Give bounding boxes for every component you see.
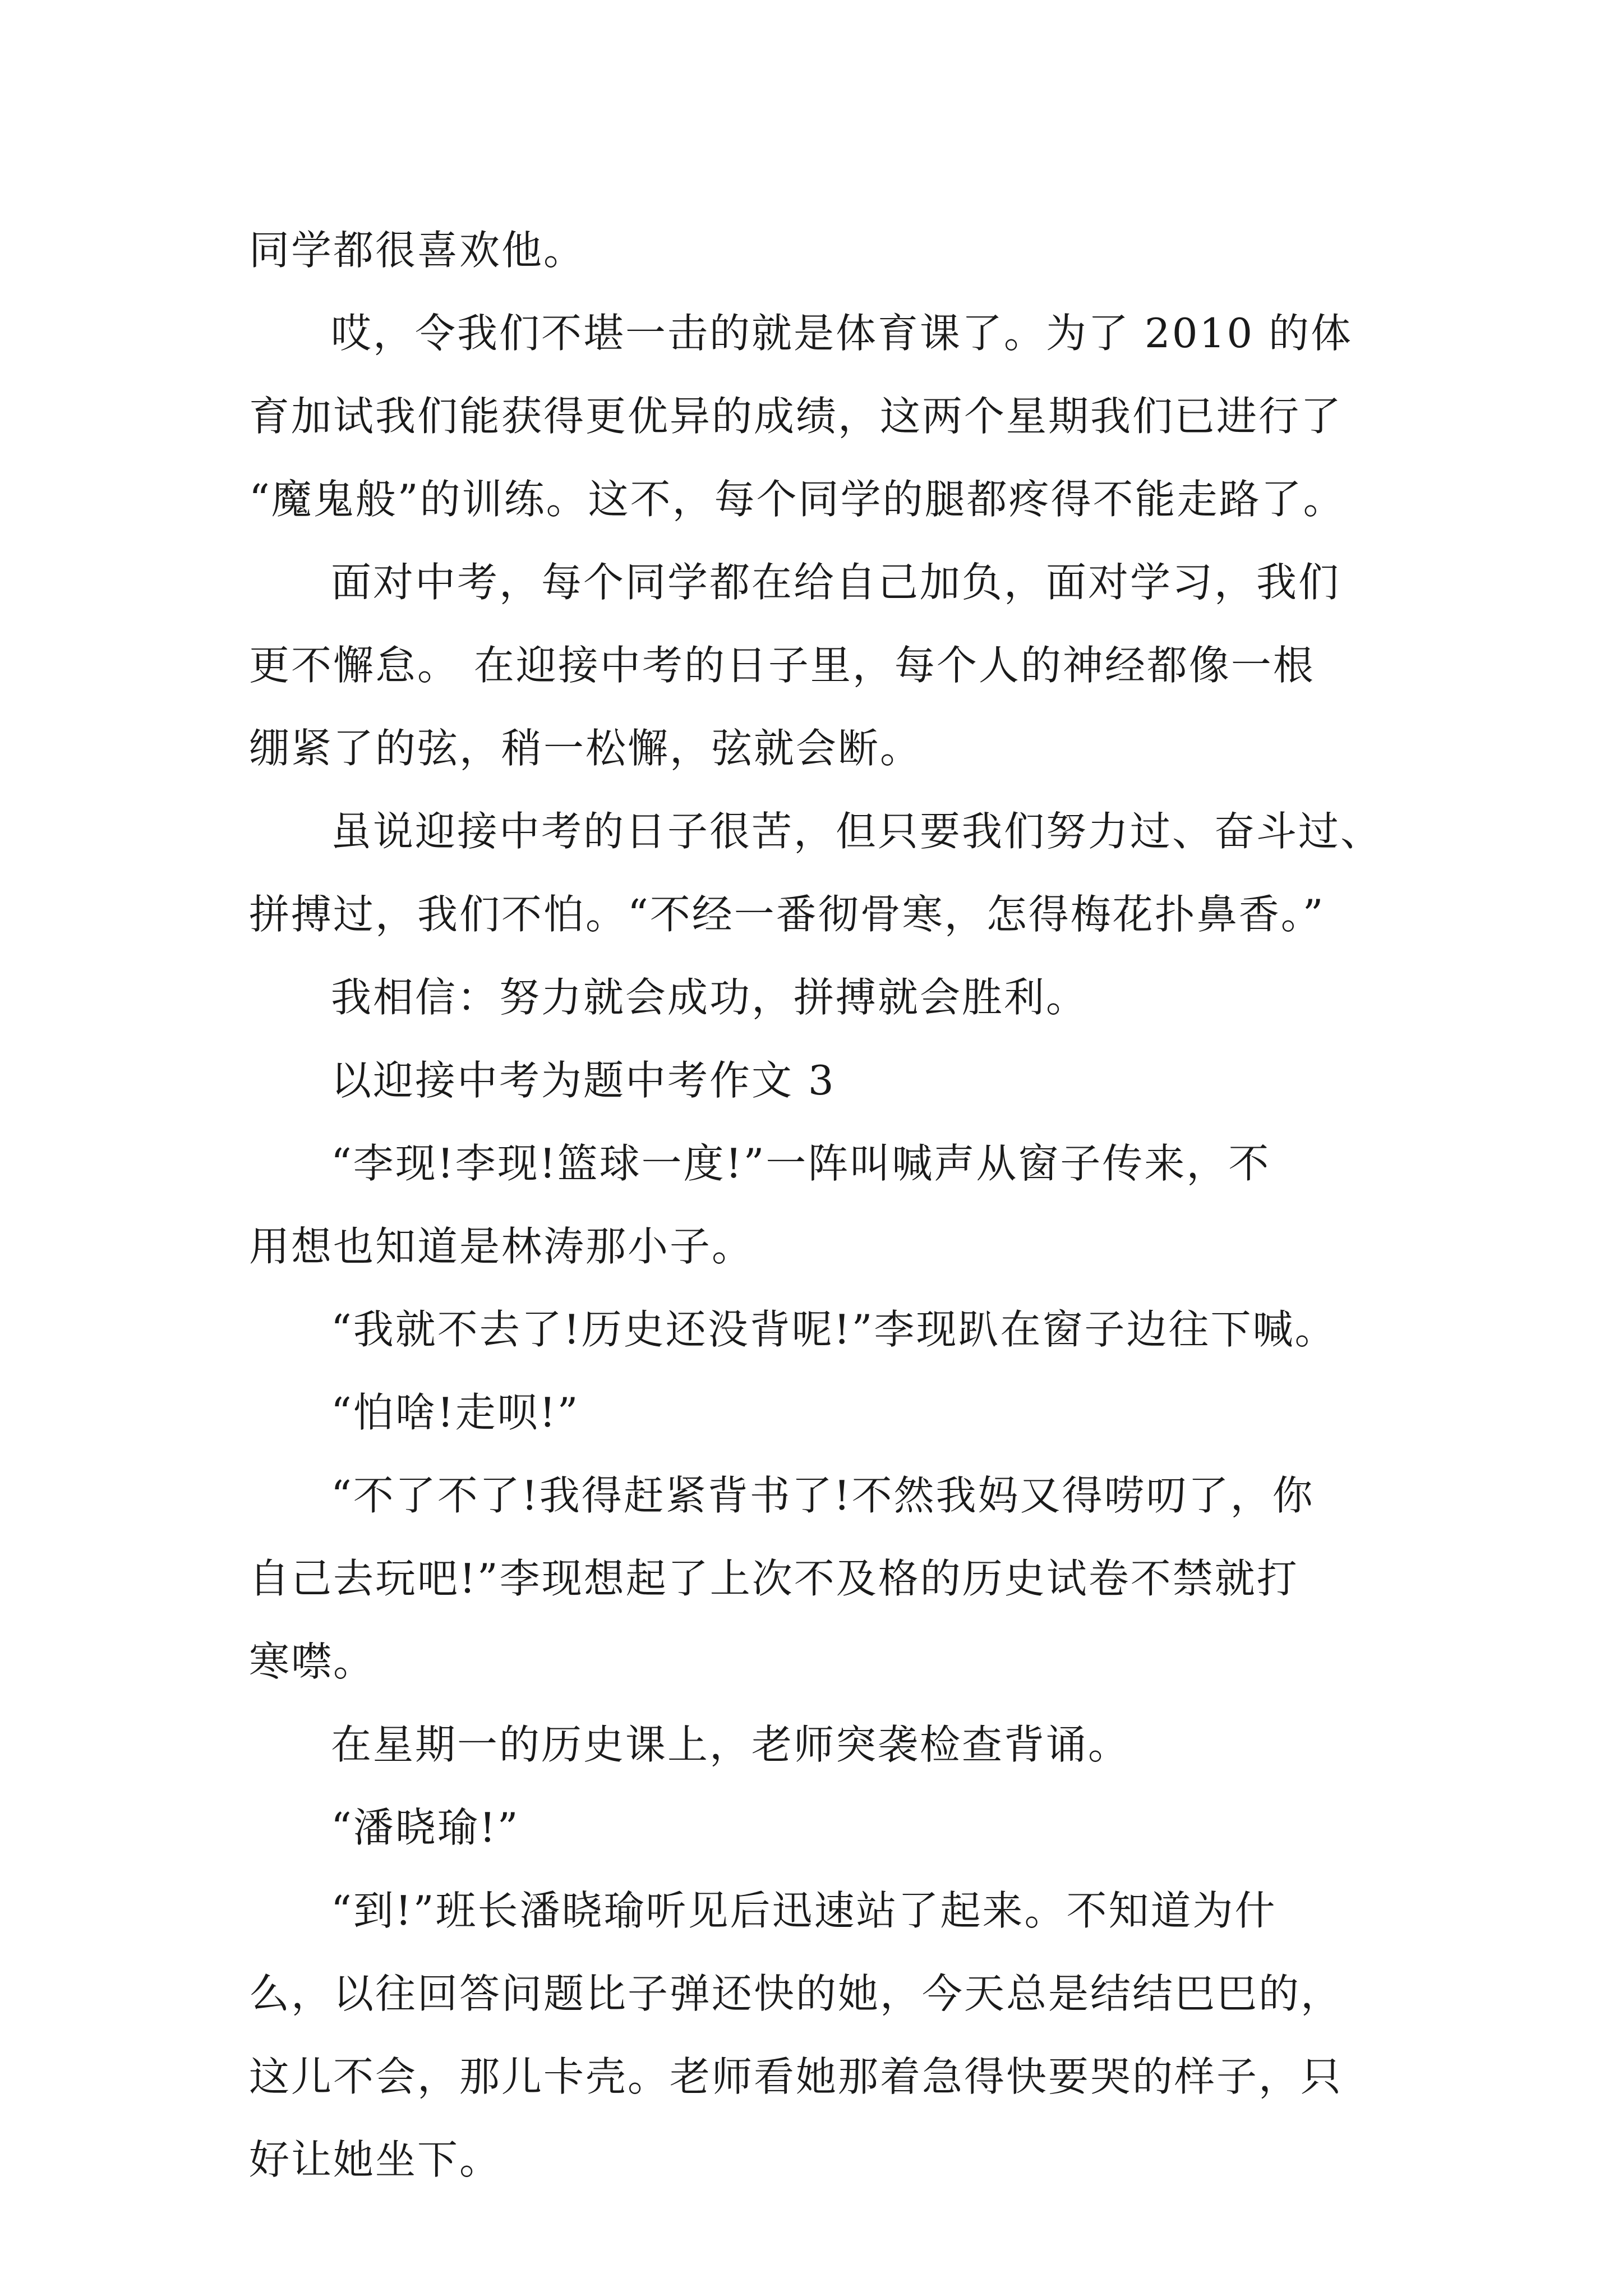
section-heading: 以迎接中考为题中考作文 3 [331, 1057, 836, 1104]
text-line: 虽说迎接中考的日子很苦，但只要我们努力过、奋斗过、 [331, 808, 1383, 855]
text-line: “李现!李现!篮球一度!”一阵叫喊声从窗子传来，不 [331, 1140, 1271, 1187]
text-line: “我就不去了!历史还没背呢!”李现趴在窗子边往下喊。 [331, 1306, 1337, 1353]
text-line: 这儿不会，那儿卡壳。老师看她那着急得快要哭的样子，只 [249, 2053, 1343, 2100]
text-line: 用想也知道是林涛那小子。 [249, 1223, 754, 1270]
text-line: “到!”班长潘晓瑜听见后迅速站了起来。不知道为什 [331, 1887, 1277, 1934]
text-line: 在星期一的历史课上，老师突袭检查背诵。 [331, 1721, 1131, 1768]
text-line: 寒噤。 [249, 1638, 376, 1685]
text-line: 育加试我们能获得更优异的成绩，这两个星期我们已进行了 [249, 393, 1343, 440]
text-line: 好让她坐下。 [249, 2136, 502, 2183]
text-line: 更不懈怠。 在迎接中考的日子里，每个人的神经都像一根 [249, 642, 1315, 689]
text-line: “怕啥!走呗!” [331, 1389, 580, 1436]
text-line: “潘晓瑜!” [331, 1804, 520, 1851]
text-line: 面对中考，每个同学都在给自己加负，面对学习，我们 [331, 559, 1341, 606]
text-line: 么，以往回答问题比子弹还快的她，今天总是结结巴巴的， [249, 1970, 1343, 2017]
text-line: 自己去玩吧!”李现想起了上次不及格的历史试卷不禁就打 [249, 1555, 1299, 1602]
text-line: 绷紧了的弦，稍一松懈，弦就会断。 [249, 725, 923, 772]
text-line: 我相信：努力就会成功，拼搏就会胜利。 [331, 974, 1089, 1021]
text-line: 同学都很喜欢他。 [249, 227, 586, 274]
text-line: “魔鬼般”的训练。这不，每个同学的腿都疼得不能走路了。 [249, 476, 1345, 523]
essay-body [249, 209, 1383, 2201]
text-line: “不了不了!我得赶紧背书了!不然我妈又得唠叨了，你 [331, 1472, 1315, 1519]
text-line: 拼搏过，我们不怕。“不经一番彻骨寒，怎得梅花扑鼻香。” [249, 891, 1325, 938]
text-line: 哎，令我们不堪一击的就是体育课了。为了 2010 的体 [331, 310, 1353, 357]
